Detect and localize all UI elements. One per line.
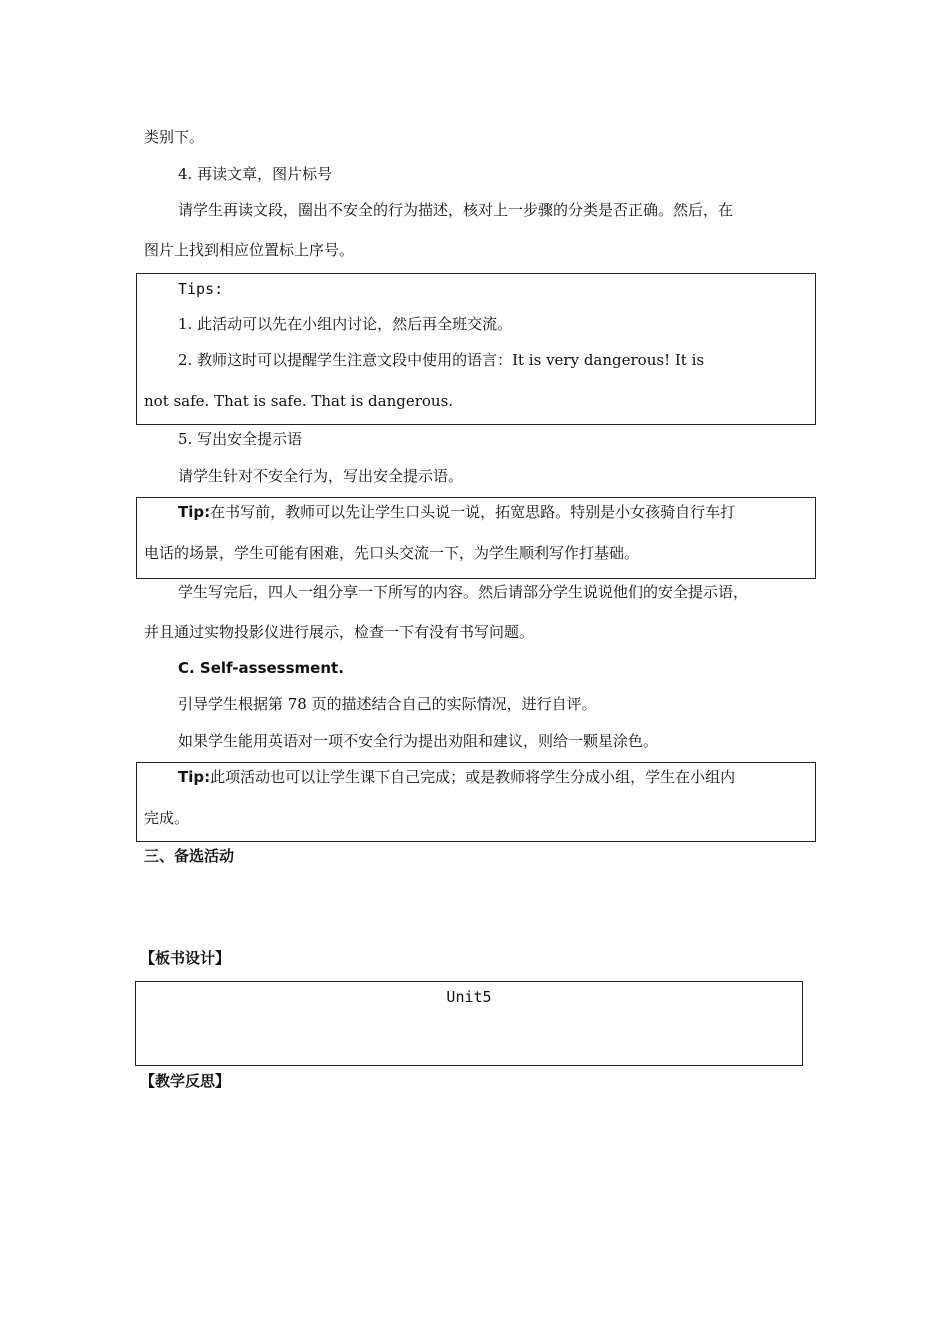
tips-box-1 bbox=[136, 273, 816, 425]
tip-box-2-line2: 电话的场景，学生可能有困难，先口头交流一下，为学生顺利写作打基础。 bbox=[144, 544, 640, 562]
tips-item-1: 1. 此活动可以先在小组内讨论，然后再全班交流。 bbox=[178, 315, 513, 333]
reflection-heading: 【教学反思】 bbox=[140, 1072, 231, 1090]
after-writing-line2: 并且通过实物投影仪进行展示，检查一下有没有书写问题。 bbox=[144, 623, 535, 641]
tip-box-3 bbox=[136, 762, 816, 842]
tip-box-3-text1: 此项活动也可以让学生课下自己完成；或是教师将学生分成小组，学生在小组内 bbox=[210, 768, 736, 786]
tips-title: Tips: bbox=[178, 280, 224, 298]
tips-item-2-line2: not safe. That is safe. That is dangerous. bbox=[144, 392, 454, 410]
section3-heading: 三、备选活动 bbox=[144, 847, 235, 865]
tip-label: Tip: bbox=[178, 768, 211, 786]
self-assessment-heading: C. Self-assessment. bbox=[178, 659, 344, 677]
board-design-box bbox=[135, 981, 803, 1066]
board-design-heading: 【板书设计】 bbox=[140, 949, 231, 967]
tip-label: Tip: bbox=[178, 503, 211, 521]
tips-item-2-line1: 2. 教师这时可以提醒学生注意文段中使用的语言：It is very dangerous! It is bbox=[178, 351, 705, 369]
step5-paragraph: 请学生针对不安全行为，写出安全提示语。 bbox=[178, 467, 464, 485]
self-assessment-para1: 引导学生根据第 78 页的描述结合自己的实际情况，进行自评。 bbox=[178, 695, 597, 713]
step4-paragraph-line1: 请学生再读文段，圈出不安全的行为描述，核对上一步骤的分类是否正确。然后，在 bbox=[178, 201, 734, 219]
step4-heading: 4. 再读文章，图片标号 bbox=[178, 165, 333, 183]
board-design-title: Unit5 bbox=[446, 988, 492, 1006]
tip-box-3-line1 bbox=[178, 767, 735, 787]
step4-paragraph-line2: 图片上找到相应位置标上序号。 bbox=[144, 241, 355, 259]
tip-box-3-line2: 完成。 bbox=[144, 809, 190, 827]
tip-box-2-line1 bbox=[178, 502, 735, 522]
after-writing-line1: 学生写完后，四人一组分享一下所写的内容。然后请部分学生说说他们的安全提示语， bbox=[178, 583, 749, 601]
self-assessment-para2: 如果学生能用英语对一项不安全行为提出劝阻和建议，则给一颗星涂色。 bbox=[178, 732, 659, 750]
continuation-text: 类别下。 bbox=[144, 128, 205, 146]
tip-box-2-text1: 在书写前，教师可以先让学生口头说一说，拓宽思路。特别是小女孩骑自行车打 bbox=[210, 503, 736, 521]
step5-heading: 5. 写出安全提示语 bbox=[178, 430, 303, 448]
tip-box-2 bbox=[136, 497, 816, 579]
